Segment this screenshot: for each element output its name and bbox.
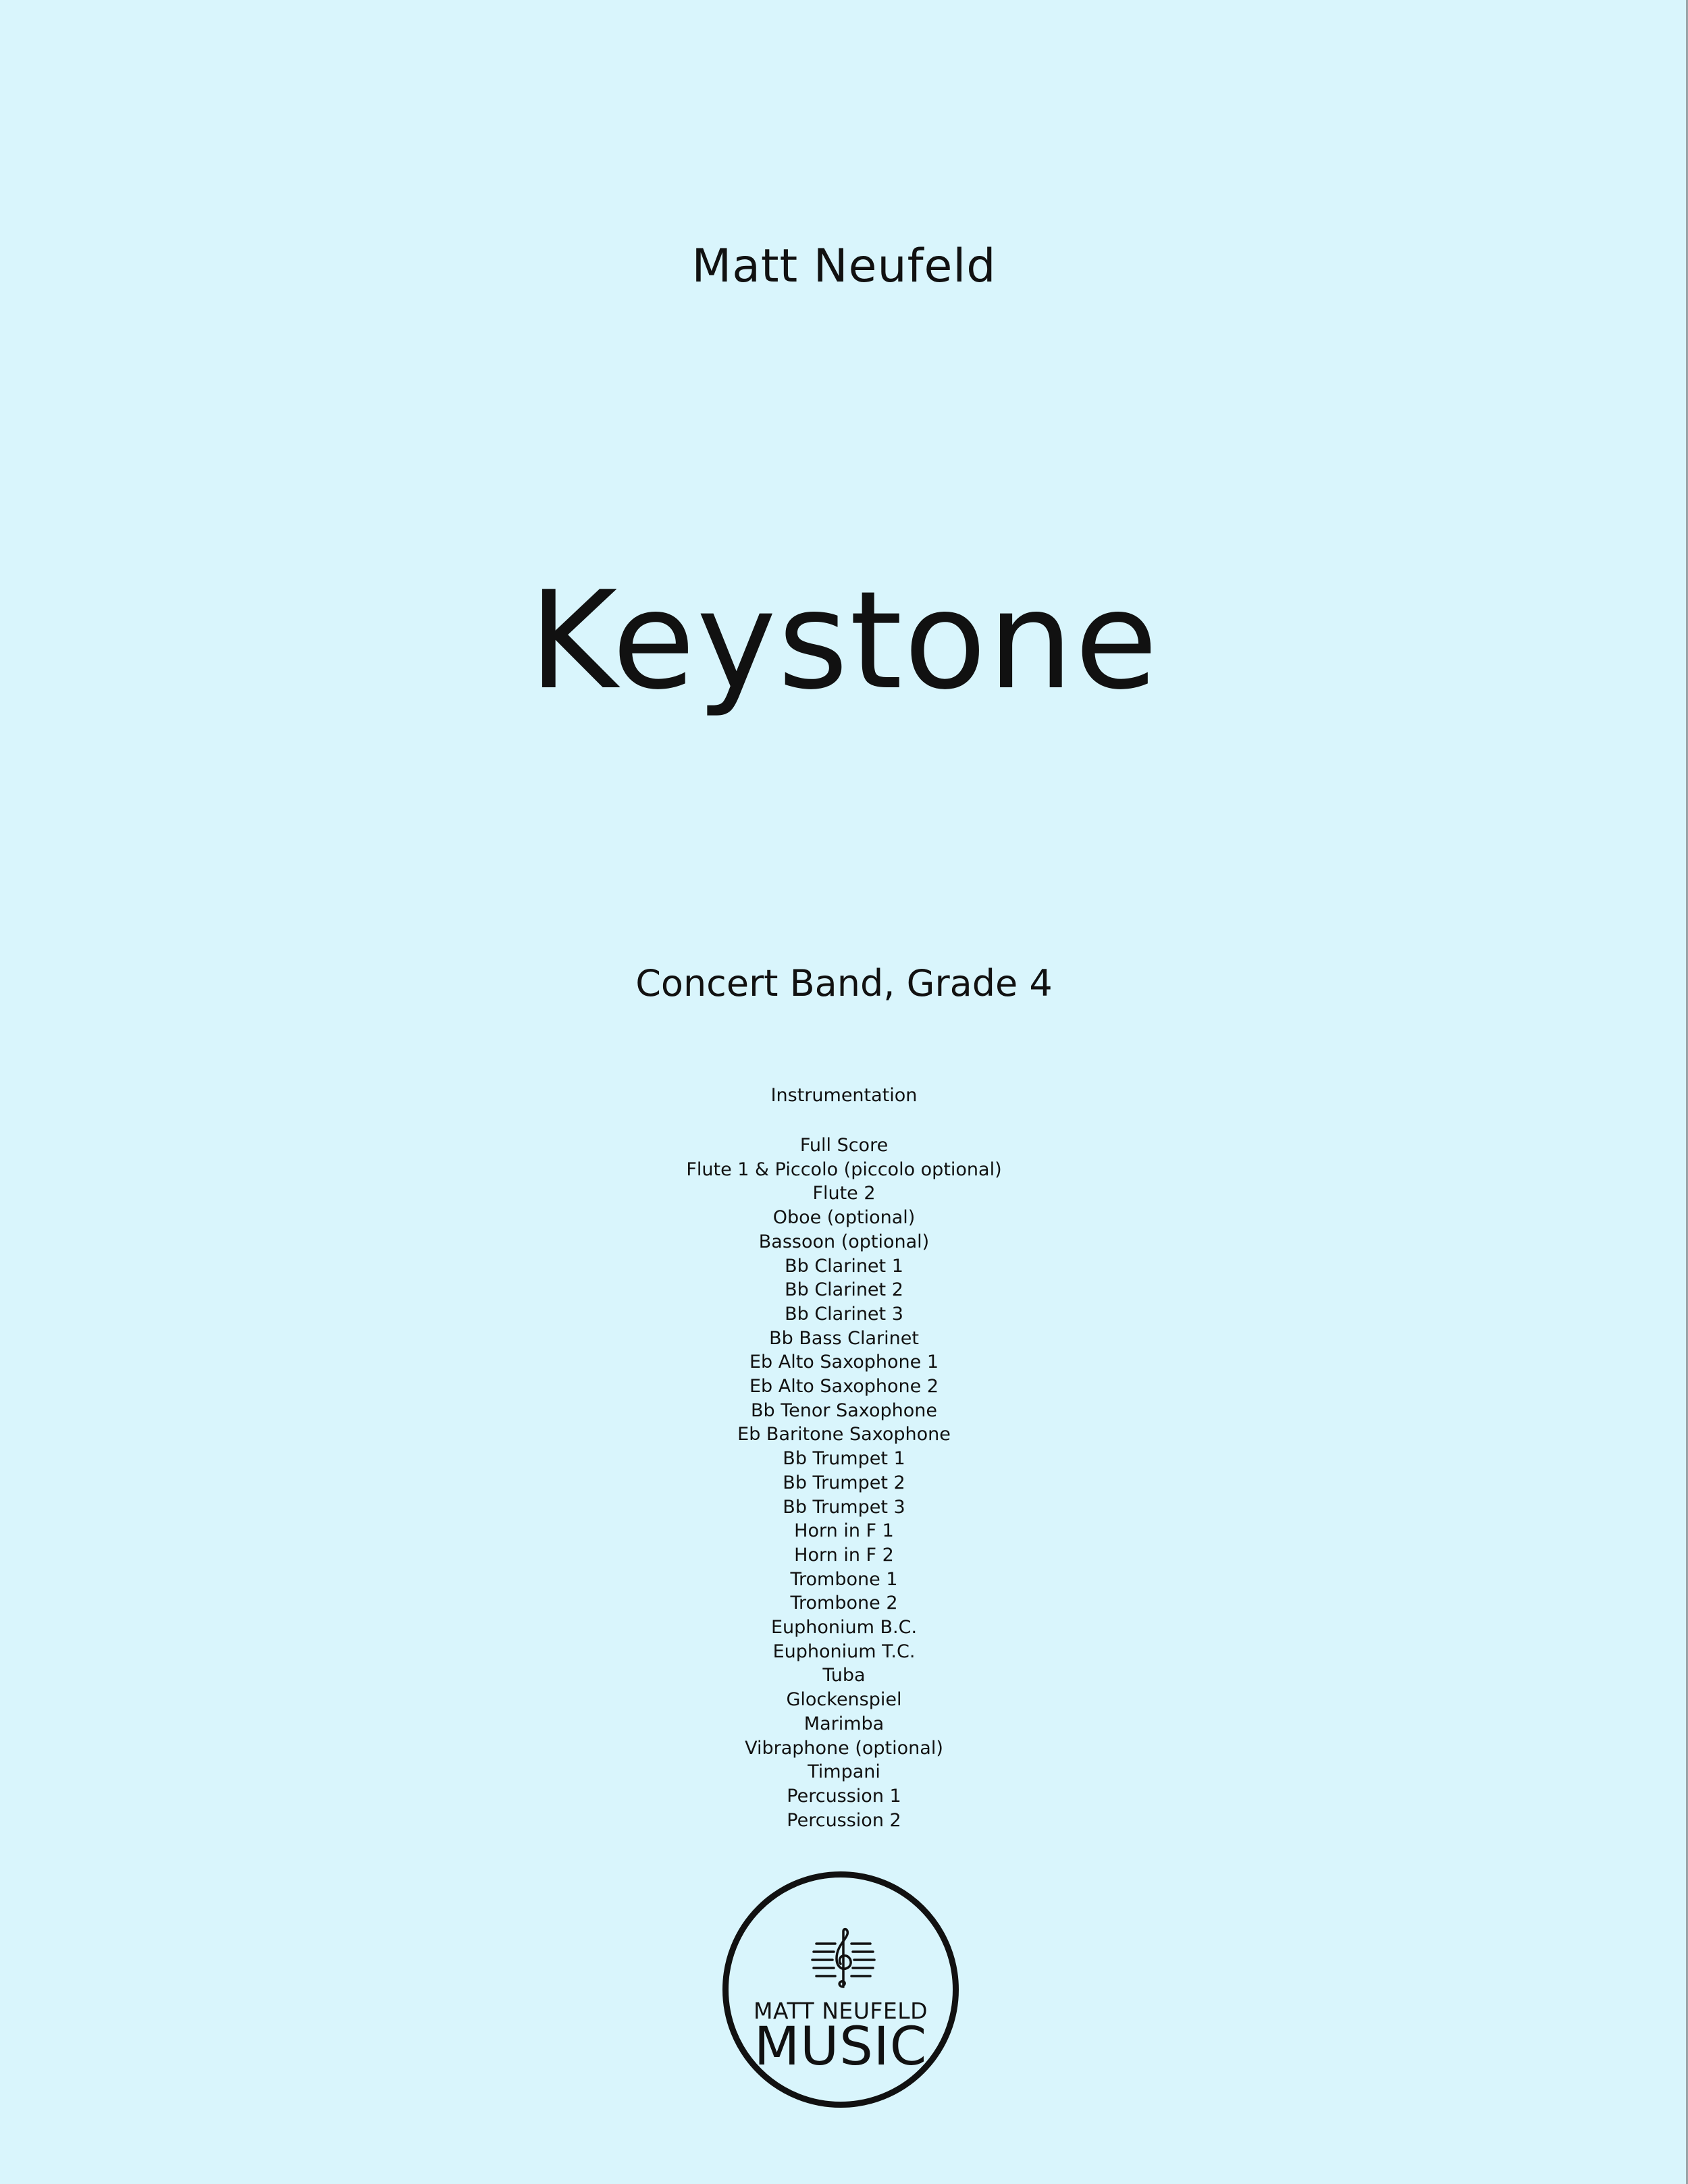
instrument-item: Tuba (822, 1665, 866, 1686)
instrument-item: Bb Clarinet 3 (785, 1303, 903, 1325)
logo-text-bottom: MUSIC (754, 2017, 928, 2077)
instrument-item: Trombone 1 (790, 1568, 898, 1590)
instrument-item: Glockenspiel (786, 1689, 902, 1711)
instrument-item: Euphonium T.C. (772, 1641, 916, 1662)
instrument-item: Percussion 2 (787, 1809, 901, 1831)
treble-clef-staff-icon (810, 1925, 877, 1992)
instrument-item: Bb Trumpet 1 (783, 1448, 905, 1470)
instrument-item: Timpani (808, 1761, 880, 1783)
instrumentation-heading: Instrumentation (770, 1085, 918, 1106)
instrument-item: Bb Trumpet 2 (783, 1472, 905, 1493)
ensemble-grade: Concert Band, Grade 4 (635, 962, 1053, 1005)
instrument-item: Flute 1 & Piccolo (piccolo optional) (686, 1158, 1002, 1180)
instrument-item: Horn in F 1 (794, 1520, 894, 1542)
instrument-item: Flute 2 (812, 1183, 876, 1204)
instrument-item: Trombone 2 (790, 1593, 898, 1614)
publisher-logo (722, 1871, 959, 2108)
instrument-item: Percussion 1 (787, 1785, 901, 1807)
instrument-item: Bb Bass Clarinet (769, 1327, 919, 1349)
piece-title: Keystone (529, 562, 1159, 720)
instrument-item: Oboe (optional) (772, 1207, 916, 1229)
instrument-item: Bb Clarinet 2 (785, 1279, 903, 1301)
instrument-item: Full Score (799, 1135, 889, 1156)
instrument-item: Bb Trumpet 3 (783, 1496, 905, 1518)
instrument-item: Vibraphone (optional) (745, 1737, 943, 1759)
composer-name: Matt Neufeld (691, 240, 997, 293)
instrument-item: Horn in F 2 (794, 1544, 894, 1566)
instrument-item: Eb Baritone Saxophone (737, 1424, 951, 1445)
instrument-item: Marimba (803, 1713, 885, 1734)
instrument-item: Bassoon (optional) (758, 1231, 930, 1252)
instrument-item: Bb Tenor Saxophone (751, 1400, 937, 1421)
instrument-item: Bb Clarinet 1 (785, 1255, 903, 1277)
instrumentation-list (0, 1134, 1688, 1832)
instrument-item: Euphonium B.C. (770, 1617, 918, 1639)
instrument-item: Eb Alto Saxophone 2 (749, 1376, 939, 1397)
logo-text-top: MATT NEUFELD (753, 1998, 928, 2024)
instrument-item: Eb Alto Saxophone 1 (749, 1352, 939, 1373)
